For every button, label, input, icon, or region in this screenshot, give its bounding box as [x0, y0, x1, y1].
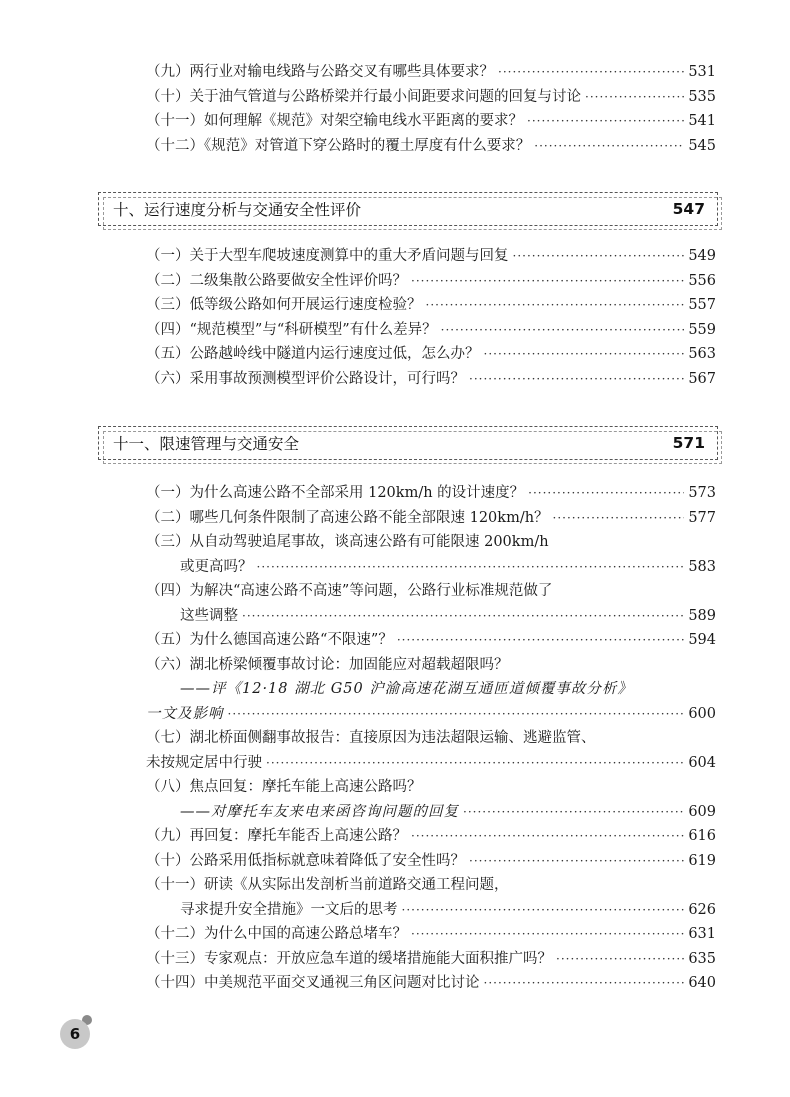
toc-entry-page: 583 — [688, 558, 716, 575]
toc-entry — [146, 60, 716, 85]
toc-entry — [146, 873, 716, 898]
toc-entry-page: 619 — [688, 852, 716, 869]
toc-entry-title: （六）采用事故预测模型评价公路设计，可行吗？ — [146, 370, 465, 387]
toc-entry — [146, 269, 716, 294]
dot-leader — [484, 971, 685, 996]
toc-entry-page: 609 — [688, 803, 716, 820]
dot-leader — [411, 922, 684, 947]
toc-entry-page: 531 — [688, 64, 716, 80]
toc-entry — [146, 628, 716, 653]
toc-group-2 — [146, 244, 716, 391]
dot-leader — [397, 628, 684, 653]
toc-entry-title: （三）从自动驾驶追尾事故，谈高速公路有可能限速 200km/h — [146, 534, 549, 550]
toc-entry — [146, 481, 716, 506]
toc-entry-page: 640 — [688, 975, 716, 991]
toc-entry — [146, 849, 716, 874]
dot-leader — [484, 342, 685, 367]
toc-entry — [146, 775, 716, 800]
toc-entry — [146, 653, 716, 678]
dot-leader — [257, 555, 685, 580]
toc-entry-title: （五）为什么德国高速公路“不限速”？ — [146, 632, 393, 648]
toc-entry — [146, 134, 716, 159]
toc-entry-page: 557 — [688, 297, 716, 313]
toc-entry-title: （三）低等级公路如何开展运行速度检验？ — [146, 297, 422, 313]
dot-leader — [441, 318, 685, 343]
toc-entry-page: 567 — [688, 370, 716, 387]
toc-entry-page: 626 — [688, 901, 716, 918]
toc-entry — [146, 702, 716, 727]
toc-entry-title: （十二）《规范》对管道下穿公路时的覆土厚度有什么要求？ — [146, 137, 531, 154]
toc-entry — [146, 922, 716, 947]
dot-leader — [553, 506, 685, 531]
toc-entry — [146, 367, 716, 392]
toc-entry-title: （十）公路采用低指标就意味着降低了安全性吗？ — [146, 852, 465, 869]
dot-leader — [463, 800, 684, 825]
section-header-11 — [98, 426, 718, 460]
toc-entry-title: （十四）中美规范平面交叉通视三角区问题对比讨论 — [146, 975, 480, 991]
toc-entry — [146, 824, 716, 849]
dot-leader — [527, 109, 684, 134]
toc-entry-page: 549 — [688, 248, 716, 264]
toc-entry — [146, 318, 716, 343]
toc-entry — [146, 555, 716, 580]
dot-leader — [528, 481, 684, 506]
toc-entry-page: 594 — [688, 632, 716, 648]
dot-leader — [585, 85, 684, 110]
toc-entry — [146, 898, 716, 923]
toc-entry-page: 535 — [688, 88, 716, 105]
toc-entry-page: 635 — [688, 950, 716, 967]
toc-entry-page: 600 — [688, 705, 716, 722]
toc-entry — [146, 530, 716, 555]
dot-leader — [469, 849, 684, 874]
section-page: 571 — [672, 434, 705, 452]
toc-entry — [146, 579, 716, 604]
dot-leader — [426, 293, 685, 318]
toc-entry-title: （十一）研读《从实际出发剖析当前道路交通工程问题， — [146, 877, 509, 893]
toc-entry-title: （十三）专家观点：开放应急车道的缓堵措施能大面积推广吗？ — [146, 950, 552, 967]
toc-entry-title: 未按规定居中行驶 — [146, 754, 262, 771]
section-title: 十、运行速度分析与交通安全性评价 — [113, 201, 362, 219]
section-header-10 — [98, 192, 718, 226]
toc-entry-page: 545 — [688, 137, 716, 154]
toc-entry-title: 或更高吗？ — [180, 558, 253, 575]
dot-leader — [242, 604, 684, 629]
toc-entry-title: （十二）为什么中国的高速公路总堵车？ — [146, 926, 407, 942]
dot-leader — [266, 751, 684, 776]
page-number: 6 — [60, 1019, 90, 1049]
dot-leader — [469, 367, 684, 392]
toc-entry-title: （一）为什么高速公路不全部采用 120km/h 的设计速度？ — [146, 485, 525, 501]
toc-entry — [146, 677, 716, 702]
toc-entry-title: （六）湖北桥梁倾覆事故讨论：加固能应对超载超限吗？ — [146, 656, 509, 673]
toc-entry-title: （一）关于大型车爬坡速度测算中的重大矛盾问题与回复 — [146, 248, 509, 264]
toc-entry — [146, 109, 716, 134]
toc-entry-title: （二）二级集散公路要做安全性评价吗？ — [146, 272, 407, 289]
toc-entry-title: ——对摩托车友来电来函咨询问题的回复 — [180, 803, 459, 820]
toc-entry-page: 589 — [688, 607, 716, 624]
toc-entry-title: 一文及影响 — [146, 705, 224, 722]
toc-entry-page: 556 — [688, 272, 716, 289]
toc-entry-title: （五）公路越岭线中隧道内运行速度过低，怎么办？ — [146, 346, 480, 362]
toc-entry-page: 631 — [688, 926, 716, 942]
dot-leader — [534, 134, 684, 159]
toc-entry — [146, 751, 716, 776]
toc-entry-title: （四）“规范模型”与“科研模型”有什么差异？ — [146, 321, 437, 338]
toc-entry-page: 541 — [688, 113, 716, 129]
toc-entry-page: 616 — [688, 828, 716, 844]
dot-leader — [411, 269, 684, 294]
dot-leader — [402, 898, 685, 923]
toc-entry-title: （九）两行业对输电线路与公路交叉有哪些具体要求？ — [146, 64, 494, 80]
dot-leader — [513, 244, 685, 269]
toc-entry-page: 604 — [688, 754, 716, 771]
section-title: 十一、限速管理与交通安全 — [113, 435, 300, 453]
dot-leader — [556, 947, 684, 972]
toc-entry-title: 这些调整 — [180, 607, 238, 624]
toc-entry — [146, 971, 716, 996]
toc-entry — [146, 604, 716, 629]
section-page: 547 — [672, 200, 705, 218]
toc-entry-page: 563 — [688, 346, 716, 362]
toc-group-1 — [146, 60, 716, 158]
toc-entry-page: 559 — [688, 321, 716, 338]
toc-entry-title: （九）再回复：摩托车能否上高速公路？ — [146, 828, 407, 844]
toc-group-3 — [146, 481, 716, 996]
toc-entry — [146, 800, 716, 825]
toc-entry-title: （二）哪些几何条件限制了高速公路不能全部限速 120km/h？ — [146, 509, 549, 526]
toc-entry — [146, 244, 716, 269]
dot-leader — [498, 60, 684, 85]
toc-entry — [146, 293, 716, 318]
toc-entry — [146, 85, 716, 110]
toc-entry-title: （十一）如何理解《规范》对架空输电线水平距离的要求？ — [146, 113, 523, 129]
toc-entry — [146, 506, 716, 531]
toc-entry-title: （十）关于油气管道与公路桥梁并行最小间距要求问题的回复与讨论 — [146, 88, 581, 105]
toc-entry-title: 寻求提升安全措施》一文后的思考 — [180, 901, 398, 918]
toc-entry — [146, 726, 716, 751]
dot-leader — [228, 702, 685, 727]
toc-entry-title: ——评《12·18 湖北 G50 沪渝高速花湖互通匝道倾覆事故分析》 — [180, 681, 633, 697]
toc-entry — [146, 342, 716, 367]
toc-entry-title: （七）湖北桥面侧翻事故报告：直接原因为违法超限运输、逃避监管、 — [146, 730, 596, 746]
toc-entry — [146, 947, 716, 972]
dot-leader — [411, 824, 684, 849]
toc-entry-title: （四）为解决“高速公路不高速”等问题，公路行业标准规范做了 — [146, 583, 553, 599]
toc-entry-page: 573 — [688, 485, 716, 501]
toc-entry-title: （八）焦点回复：摩托车能上高速公路吗？ — [146, 779, 422, 795]
toc-entry-page: 577 — [688, 509, 716, 526]
